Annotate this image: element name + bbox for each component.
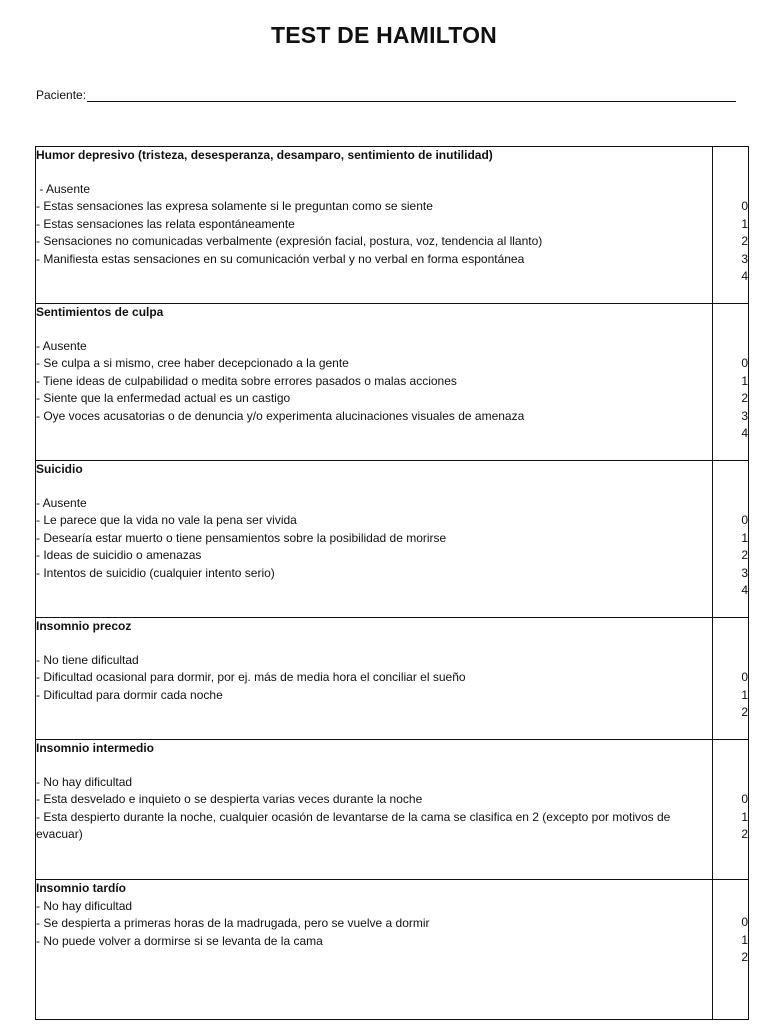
item-text-cell [36, 304, 713, 461]
score-cell [713, 304, 749, 461]
option-text: - Ausente [36, 338, 87, 353]
score-cell [713, 461, 749, 618]
item-text-cell [36, 740, 713, 880]
patient-name-line[interactable] [87, 89, 736, 102]
score-cell [713, 618, 749, 740]
option-text: - Esta despierto durante la noche, cualquier ocasión de levantarse de la cama se clasifica en 2 (excepto por motivos de evacuar) [36, 809, 671, 841]
option-text: - Se culpa a si mismo, cree haber decepcionado a la gente [36, 356, 349, 370]
score-value[interactable]: 2 [741, 548, 748, 562]
score-value[interactable]: 4 [741, 583, 748, 597]
option-text: - Esta desvelado e inquieto o se despierta varias veces durante la noche [36, 792, 423, 806]
section-title: Humor depresivo (tristeza, desesperanza, desamparo, sentimiento de inutilidad) [36, 148, 493, 162]
item-text-cell [36, 880, 713, 1020]
item-section-insomnio-precoz [36, 618, 749, 740]
patient-label: Paciente: [36, 88, 87, 102]
score-value[interactable]: 0 [741, 915, 748, 929]
section-title: Insomnio intermedio [36, 741, 155, 755]
option-text: - No puede volver a dormirse si se levanta de la cama [36, 933, 323, 948]
score-cell [713, 880, 749, 1020]
score-value[interactable]: 3 [741, 251, 748, 266]
option-text: - Ideas de suicidio o amenazas [36, 548, 202, 562]
score-value[interactable]: 2 [741, 391, 748, 405]
section-title: Sentimientos de culpa [36, 305, 164, 319]
option-text: - Intentos de suicidio (cualquier intento serio) [36, 565, 275, 580]
item-section-sentimientos-culpa [36, 304, 749, 461]
item-section-suicidio [36, 461, 749, 618]
item-section-insomnio-tardio [36, 880, 749, 1020]
option-text: - Ausente [36, 181, 91, 196]
score-cell [713, 147, 749, 304]
option-text: - Se despierta a primeras horas de la madrugada, pero se vuelve a dormir [36, 916, 430, 930]
score-value[interactable]: 1 [741, 932, 748, 947]
option-text: - Dificultad para dormir cada noche [36, 687, 223, 702]
score-value[interactable]: 2 [741, 705, 748, 719]
score-value[interactable]: 3 [741, 565, 748, 580]
score-value[interactable]: 3 [741, 408, 748, 423]
score-value[interactable]: 2 [741, 950, 748, 964]
score-cell [713, 740, 749, 880]
option-text: - No tiene dificultad [36, 652, 139, 667]
item-text-cell [36, 461, 713, 618]
score-value[interactable]: 1 [741, 809, 748, 824]
option-text: - Manifiesta estas sensaciones en su comunicación verbal y no verbal en forma espontánea [36, 251, 525, 266]
option-text: - Desearía estar muerto o tiene pensamientos sobre la posibilidad de morirse [36, 530, 447, 545]
score-value[interactable]: 4 [741, 426, 748, 440]
score-value[interactable]: 2 [741, 827, 748, 841]
option-text: - Dificultad ocasional para dormir, por ej. más de media hora el conciliar el sueño [36, 670, 466, 684]
option-text: - Tiene ideas de culpabilidad o medita sobre errores pasados o malas acciones [36, 373, 457, 388]
score-value[interactable]: 0 [741, 513, 748, 527]
score-value[interactable]: 1 [741, 530, 748, 545]
score-value[interactable]: 1 [741, 373, 748, 388]
option-text: - Sensaciones no comunicadas verbalmente (expresión facial, postura, voz, tendencia al llanto) [36, 234, 543, 248]
section-title: Insomnio tardío [36, 881, 126, 895]
item-section-insomnio-intermedio [36, 740, 749, 880]
patient-field [36, 88, 736, 102]
section-title: Insomnio precoz [36, 619, 132, 633]
score-value[interactable]: 0 [741, 670, 748, 684]
item-text-cell [36, 618, 713, 740]
item-section-humor-depresivo [36, 147, 749, 304]
option-text: - Ausente [36, 495, 87, 510]
document-title: TEST DE HAMILTON [271, 22, 497, 48]
score-value[interactable]: 0 [741, 356, 748, 370]
score-value[interactable]: 0 [741, 199, 748, 213]
score-value[interactable]: 1 [741, 216, 748, 231]
option-text: - No hay dificultad [36, 898, 133, 913]
option-text: - Estas sensaciones las relata espontáneamente [36, 216, 295, 231]
option-text: - No hay dificultad [36, 774, 133, 789]
option-text: - Le parece que la vida no vale la pena ser vivida [36, 513, 297, 527]
option-text: - Estas sensaciones las expresa solamente si le preguntan como se siente [36, 199, 433, 213]
option-text: - Siente que la enfermedad actual es un castigo [36, 391, 291, 405]
item-text-cell [36, 147, 713, 304]
option-text: - Oye voces acusatorias o de denuncia y/o experimenta alucinaciones visuales de amenaza [36, 408, 525, 423]
score-value[interactable]: 4 [741, 269, 748, 283]
hamilton-items-table [35, 146, 749, 1020]
section-title: Suicidio [36, 462, 83, 476]
score-value[interactable]: 0 [741, 792, 748, 806]
score-value[interactable]: 1 [741, 687, 748, 702]
score-value[interactable]: 2 [741, 234, 748, 248]
